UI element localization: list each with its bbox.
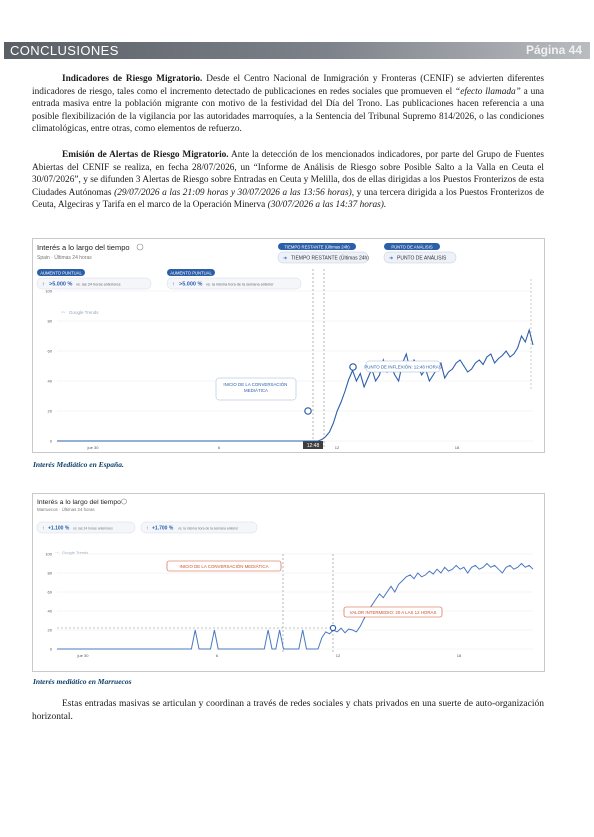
annotation-mid-text: VALOR INTERMEDIO: 20 A LAS 12 HORAS — [349, 609, 437, 615]
arrow-up-icon: ↑ — [146, 525, 149, 532]
trends-watermark-text: Google Trends — [62, 550, 89, 555]
paragraph-text: a una entrada masiva entre la población migrante con motivo de la festividad del Día del Trono. Las publicaciones hacen referencia a una posible flexibilización de la vigilancia por las autoridades marroquíes, a la Sentencia del Tribunal Supremo 814/2026, o las condiciones climatológicas, entre otras, como elementos de refuerzo. — [32, 86, 544, 135]
paragraph-text: Ante la detección de los mencionados indicadores, por parte del Grupo de Fuentes Abiertas del CENIF se realiza, en fecha 28/07/2026, un “Informe de Análisis de Riesgo sobre Posible Salto a la Valla en Ceuta el 30/07/2026”, y se difunden 3 Alertas de Riesgo sobre Entradas en Ceuta y Melilla, dos de ellas dirigidas a los Puestos Fronterizos de esta Ciudades Autónomas — [32, 150, 544, 198]
x-tick-label: 18 — [456, 653, 462, 658]
annotation-start-text: INICIO DE LA CONVERSACIÓN MEDIÁTICA — [223, 382, 288, 393]
y-tick-label: 20 — [47, 627, 52, 633]
y-tick-label: 0 — [49, 438, 52, 444]
y-tick-label: 20 — [47, 408, 52, 414]
series-line-morocco — [57, 564, 533, 650]
spike2-note: vs. la misma hora de la semana anterior — [206, 282, 274, 287]
x-tick-label: jue 30 — [87, 445, 99, 450]
chart-title: Interés a lo largo del tiempo — [37, 499, 121, 506]
arrow-icon: ➜ — [283, 255, 288, 262]
spike2-value: >5.000 % — [179, 281, 203, 288]
chart-title: Interés a lo largo del tiempo — [37, 243, 130, 252]
paragraph-emphasis: (29/07/2026 a las 21:09 horas y 30/07/2026 a las 13:56 horas) — [114, 187, 352, 198]
increase2-note: vs. la misma hora de la semana anterior — [178, 526, 239, 531]
spike1-label-text: AUMENTO PUNTUAL — [40, 270, 82, 276]
chart-morocco — [32, 493, 545, 672]
x-tick-label: 18 — [454, 445, 460, 450]
badge-point-button-text: PUNTO DE ANÁLISIS — [397, 255, 447, 262]
y-tick-label: 40 — [47, 378, 52, 384]
caption-morocco: Interés mediático en Marruecos — [33, 677, 132, 686]
paragraph-emphasis: “efecto llamada” — [455, 86, 521, 97]
info-icon — [121, 499, 126, 504]
increase2-value: +1.700 % — [152, 525, 174, 532]
y-tick-label: 100 — [45, 288, 52, 294]
x-tick-label: 6 — [215, 653, 219, 658]
page-number: Página 44 — [525, 43, 582, 57]
spike1-value: >5.000 % — [49, 281, 73, 288]
x-tick-label: 12 — [335, 653, 341, 658]
trends-watermark: 〰 — [61, 310, 66, 315]
trends-watermark-text: Google Trends — [69, 310, 99, 315]
info-icon — [137, 244, 143, 250]
paragraph-alertas — [32, 149, 544, 212]
annotation-start-text: INICIO DE LA CONVERSACIÓN MEDIÁTICA — [179, 563, 269, 569]
paragraph-heading: Indicadores de Riesgo Migratorio. — [62, 74, 203, 84]
mid-point-marker — [330, 625, 335, 630]
badge-time-label-text: TIEMPO RESTANTE (Últimas 24h) — [284, 244, 350, 250]
x-tick-label: 12 — [334, 445, 340, 450]
arrow-icon: ➜ — [389, 255, 394, 262]
inflexion-point-marker — [350, 364, 356, 370]
paragraph-text: Desde el Centro Nacional de Inmigración y Fronteras (CENIF) se advierten diferentes indicadores de riesgo, tales como el incremento detectado de publicaciones en redes sociales que promueven el — [32, 74, 545, 97]
paragraph-heading: Emisión de Alertas de Riesgo Migratorio. — [62, 150, 229, 160]
time-marker-label: 12:48 — [306, 443, 320, 449]
badge-time-button-text: TIEMPO RESTANTE (Últimas 24h) — [291, 255, 369, 262]
paragraph-emphasis: (30/07/2026 a las 14:37 horas). — [267, 200, 387, 211]
chart-subtitle: Marruecos · Últimas 24 horas — [37, 507, 95, 512]
section-header — [4, 42, 590, 59]
chart-spain — [32, 238, 545, 453]
increase1-note: vs. las 24 horas anteriores — [73, 526, 113, 531]
chart-subtitle: Spain · Últimas 24 horas — [37, 255, 92, 261]
paragraph-text: Estas entradas masivas se articulan y coordinan a través de redes sociales y chats privados en una suerte de auto-organización horizontal. — [32, 699, 544, 722]
paragraph-text: , y una tercera dirigida a los Puestos Fronterizos de Ceuta, Algeciras y Tarifa en el marco de la Operación Minerva — [32, 187, 544, 211]
x-tick-label: jue 30 — [77, 653, 89, 658]
y-tick-label: 0 — [49, 646, 52, 652]
chart-spain-svg — [33, 239, 544, 452]
y-tick-label: 100 — [45, 551, 52, 557]
y-tick-label: 80 — [47, 318, 52, 324]
arrow-up-icon: ↑ — [172, 281, 175, 288]
annotation-inflexion-text: PUNTO DE INFLEXIÓN: 12:48 HORAS — [364, 364, 442, 370]
y-tick-label: 60 — [47, 589, 52, 595]
x-tick-label: 6 — [217, 445, 221, 450]
paragraph-conclusion — [32, 698, 544, 724]
paragraph-indicadores — [32, 73, 544, 136]
y-tick-label: 40 — [47, 608, 52, 614]
spike2-label-text: AUMENTO PUNTUAL — [170, 270, 212, 276]
trends-watermark: 〰 — [55, 550, 59, 555]
arrow-up-icon: ↑ — [42, 281, 45, 288]
chart-morocco-svg — [33, 494, 544, 671]
spike1-note: vs. las 24 horas anteriores — [76, 282, 121, 287]
arrow-up-icon: ↑ — [42, 525, 45, 532]
badge-point-label-text: PUNTO DE ANÁLISIS — [391, 244, 433, 250]
y-tick-label: 60 — [47, 348, 52, 354]
caption-spain: Interés Mediático en España. — [33, 460, 124, 469]
start-point-marker — [305, 408, 311, 414]
y-tick-label: 80 — [47, 570, 52, 576]
section-title: CONCLUSIONES — [10, 43, 119, 58]
increase1-value: +1.100 % — [48, 525, 70, 532]
